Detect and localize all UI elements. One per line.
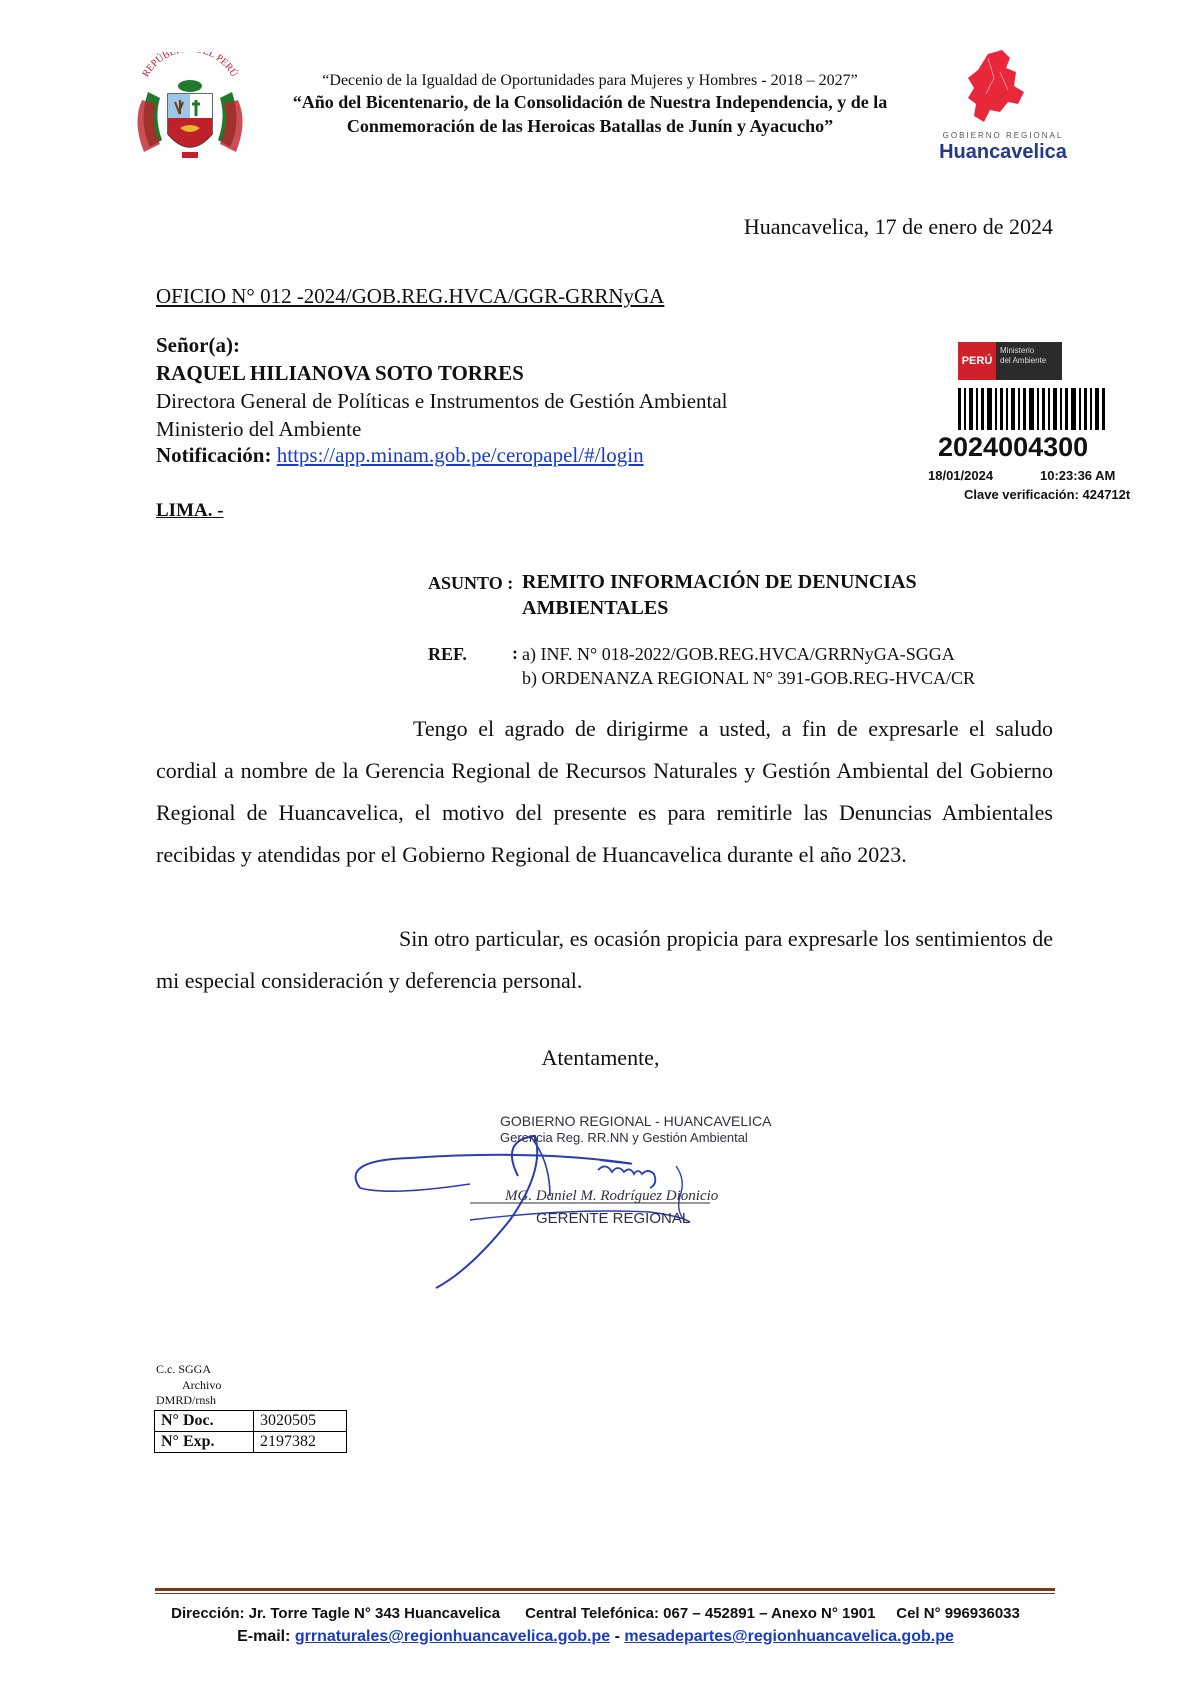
- recipient-city: LIMA. -: [156, 500, 224, 521]
- footer-email-1[interactable]: grrnaturales@regionhuancavelica.gob.pe: [294, 1628, 611, 1645]
- peru-coat-of-arms-logo: [130, 52, 250, 172]
- document-date: Huancavelica, 17 de enero de 2024: [743, 214, 1053, 239]
- svg-text:REPÚBLICA DEL PERÚ: [140, 52, 240, 80]
- signature-stamp-line2: Gerencia Reg. RR.NN y Gestión Ambiental: [500, 1130, 748, 1145]
- signatory-name: MG. Daniel M. Rodríguez Dionicio: [505, 1188, 719, 1204]
- ref-item-a: a) INF. N° 018-2022/GOB.REG.HVCA/GRRNyGA-SGGA: [522, 644, 955, 664]
- cc-initials: DMRD/rnsh: [156, 1393, 217, 1407]
- footer-email-2[interactable]: mesadepartes@regionhuancavelica.gob.pe: [624, 1628, 954, 1645]
- footer-divider: [155, 1588, 1055, 1591]
- stamp-number: 2024004300: [938, 432, 1089, 462]
- recipient-ministry: Ministerio del Ambiente: [156, 417, 362, 441]
- asunto-text-line2: AMBIENTALES: [522, 597, 669, 619]
- footer-address: Dirección: Jr. Torre Tagle N° 343 Huancavelica Central Telefónica: 067 – 452891 – Anexo N° 1901 Cel N° 996936033: [171, 1605, 1020, 1622]
- stamp-ministry-line2: del Ambiente: [1000, 356, 1047, 365]
- bicentenario-slogan-line1: “Año del Bicentenario, de la Consolidación de Nuestra Independencia, y de la: [292, 92, 888, 112]
- notification-line: [156, 443, 644, 468]
- signature-stamp-line1: GOBIERNO REGIONAL - HUANCAVELICA: [500, 1113, 772, 1129]
- document-numbers-table: [154, 1410, 347, 1453]
- asunto-text-line1: REMITO INFORMACIÓN DE DENUNCIAS: [522, 571, 917, 593]
- reception-stamp: [918, 340, 1168, 520]
- closing-line: [0, 1045, 1191, 1071]
- coat-text: REPÚBL L PERÚ: [140, 52, 240, 80]
- doc-label: N° Doc.: [155, 1411, 254, 1432]
- table-row: [155, 1411, 347, 1432]
- footer-divider-thin: [155, 1593, 1055, 1594]
- decenio-slogan: “Decenio de la Igualdad de Oportunidades para Mujeres y Hombres - 2018 – 2027”: [322, 72, 858, 89]
- body-paragraph-2: Sin otro particular, es ocasión propicia para expresarle los sentimientos de mi especial consideración y deferencia personal.: [156, 926, 1053, 993]
- footer-email-separator: -: [610, 1628, 625, 1645]
- stamp-peru-badge: PERÚ: [958, 342, 996, 380]
- stamp-ministry-badge: [996, 342, 1062, 380]
- ref-label: REF.: [428, 644, 467, 664]
- oficio-number: OFICIO N° 012 -2024/GOB.REG.HVCA/GGR-GRRNyGA: [156, 284, 665, 308]
- cc-archivo: Archivo: [182, 1378, 222, 1392]
- stamp-verification-key: Clave verificación: 424712t: [964, 487, 1131, 502]
- footer-emails: [0, 1628, 1191, 1646]
- logo-small-text: GOBIERNO REGIONAL: [942, 131, 1064, 140]
- signatory-title: GERENTE REGIONAL: [536, 1210, 691, 1227]
- recipient-name: RAQUEL HILIANOVA SOTO TORRES: [156, 361, 524, 385]
- notification-label: Notificación:: [156, 443, 272, 467]
- notification-link[interactable]: https://app.minam.gob.pe/ceropapel/#/login: [276, 443, 644, 467]
- stamp-ministry-line1: Ministerio: [1000, 346, 1035, 355]
- stamp-time: 10:23:36 AM: [1040, 468, 1116, 483]
- salutation: Señor(a):: [156, 333, 240, 357]
- recipient-role: Directora General de Políticas e Instrumentos de Gestión Ambiental: [156, 389, 728, 413]
- barcode-icon: [958, 388, 1108, 430]
- ref-item-b: b) ORDENANZA REGIONAL N° 391-GOB.REG-HVCA/CR: [522, 668, 976, 688]
- gobierno-regional-huancavelica-logo: [928, 48, 1078, 168]
- logo-big-text: Huancavelica: [939, 141, 1067, 163]
- stamp-date: 18/01/2024: [928, 468, 994, 483]
- table-row: [155, 1432, 347, 1453]
- bicentenario-slogan-line2: Conmemoración de las Heroicas Batallas de Junín y Ayacucho”: [346, 116, 834, 136]
- doc-value: 3020505: [254, 1411, 347, 1432]
- cc-line: C.c. SGGA: [156, 1362, 212, 1376]
- asunto-label: ASUNTO :: [428, 573, 514, 593]
- exp-label: N° Exp.: [155, 1432, 254, 1453]
- closing-text: Atentamente,: [541, 1045, 660, 1070]
- body-paragraph-1: Tengo el agrado de dirigirme a usted, a fin de expresarle el saludo cordial a nombre de la Gerencia Regional de Recursos Naturales y Gestión Ambiental del Gobierno Regional de Huancavelica, el motivo del presente es para remitirle las Denuncias Ambientales recibidas y atendidas por el Gobierno Regional de Huancavelica durante el año 2023.: [156, 716, 1053, 867]
- footer-email-label: E-mail:: [237, 1628, 291, 1645]
- exp-value: 2197382: [254, 1432, 347, 1453]
- ref-colon: :: [512, 643, 518, 663]
